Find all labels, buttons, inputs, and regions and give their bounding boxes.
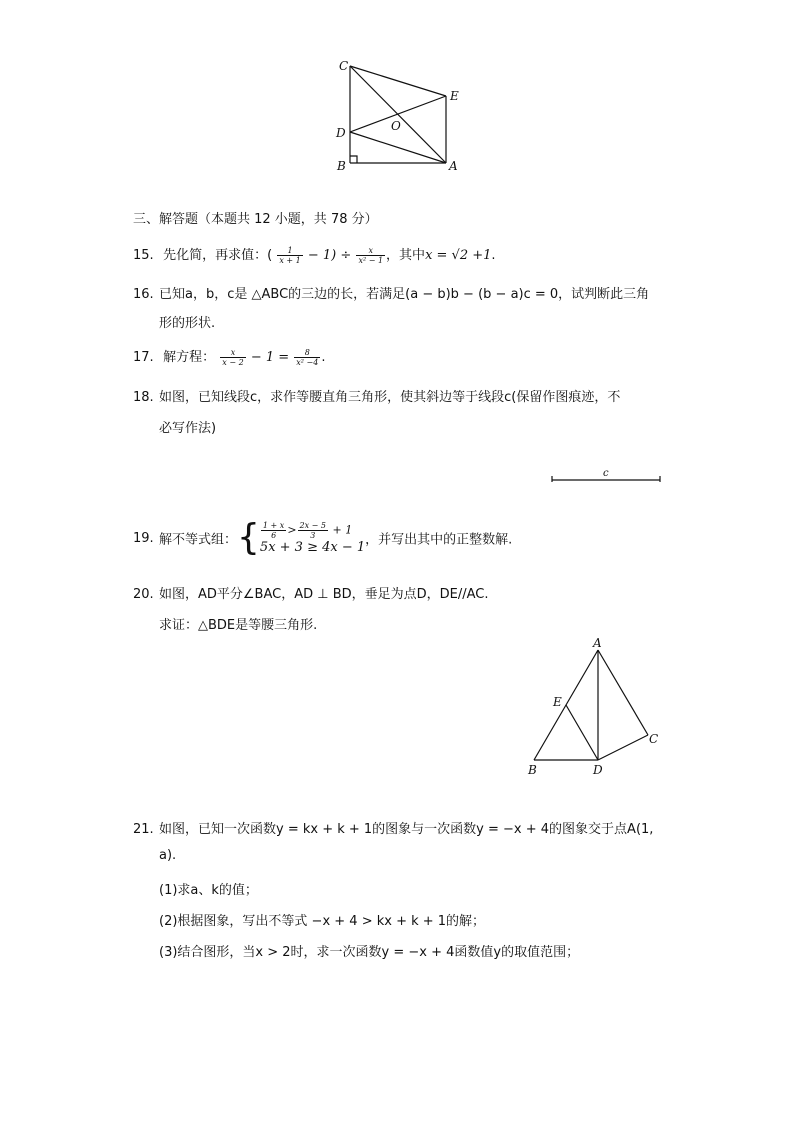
fig2-label-d: D — [593, 763, 603, 777]
p15-math: − 1) ÷ — [307, 248, 352, 263]
problem-18-line2: 必写作法) — [159, 421, 217, 436]
p17-text: 解方程： — [163, 350, 216, 365]
p18-line1: 如图，已知线段c，求作等腰直角三角形，使其斜边等于线段c(保留作图痕迹，不 — [159, 390, 621, 405]
problem-number: 19. — [133, 530, 154, 546]
p15-text-2: ，其中 — [386, 248, 426, 263]
problem-number: 16. — [133, 287, 154, 302]
problem-number: 20. — [133, 587, 154, 602]
fig1-label-a: A — [449, 159, 458, 173]
p19-tail: + 1 — [332, 523, 353, 536]
p20-line1: 如图，AD平分∠BAC，AD ⊥ BD，垂足为点D，DE//AC. — [159, 587, 489, 602]
fig1-label-c: C — [339, 59, 349, 73]
fig2-label-c: C — [649, 732, 659, 746]
p15-condition: x = √2 +1 — [425, 248, 492, 263]
p17-fraction-1: $\frac{x}{x - 2}$ — [222, 348, 244, 367]
segment-c-label: c — [603, 468, 609, 479]
p19-post: ，并写出其中的正整数解. — [365, 532, 513, 548]
problem-21 — [133, 818, 653, 837]
problem-number: 21. — [133, 822, 154, 837]
p21-line1: 如图，已知一次函数y = kx + k + 1的图象与一次函数y = −x + 4的图象交于点A(1, — [159, 822, 654, 837]
problem-21-sub3: (3)结合图形，当x > 2时，求一次函数y = −x + 4函数值y的取值范围； — [159, 945, 580, 960]
p15-end: . — [491, 248, 496, 263]
p17-end: . — [321, 350, 326, 365]
p17-math: − 1 = — [250, 350, 290, 365]
problem-16-line2: 形的形状. — [159, 316, 216, 331]
problem-21-sub1: (1)求a、k的值； — [159, 883, 258, 898]
p19-ineq2: 5x + 3 ≥ 4x − 1 — [259, 539, 366, 555]
fig1-label-d: D — [336, 126, 346, 140]
problem-21-sub2: (2)根据图象，写出不等式 −x + 4 > kx + k + 1的解； — [159, 914, 486, 929]
p15-text: 先化简，再求值：( — [163, 248, 273, 263]
brace-icon: { — [237, 517, 260, 558]
problem-21-line2: a). — [159, 848, 177, 863]
p16-line1: 已知a，b，c是 △ABC的三边的长，若满足(a − b)b − (b − a)c = 0，试判断此三角 — [159, 287, 650, 302]
section-title: 三、解答题（本题共 12 小题，共 78 分） — [133, 212, 378, 227]
fig2-label-e: E — [553, 695, 562, 709]
p19-gt: > — [287, 523, 297, 536]
fig1-label-o: O — [391, 119, 401, 133]
fig2-label-b: B — [528, 763, 537, 777]
problem-number: 15. — [133, 248, 154, 263]
fig1-label-b: B — [337, 159, 346, 173]
fig1-label-e: E — [450, 89, 459, 103]
p15-fraction-2: $\frac{x}{\text{x² − 1}}$ — [358, 246, 384, 265]
fig2-label-a: A — [593, 636, 602, 650]
problem-number: 18. — [133, 390, 154, 405]
p19-fraction-1: $\frac{1 + x}{6}$ — [262, 520, 285, 540]
p19-text: 解不等式组： — [159, 532, 238, 548]
problem-20-line2: 求证：△BDE是等腰三角形. — [159, 618, 318, 633]
problem-number: 17. — [133, 350, 154, 365]
p15-fraction-1: $\frac{1}{x + 1}$ — [279, 246, 301, 265]
p19-fraction-2: $\frac{2x - 5}{3}$ — [299, 520, 327, 540]
p17-fraction-2: $\frac{8}{\text{x² −4}}$ — [296, 348, 319, 367]
